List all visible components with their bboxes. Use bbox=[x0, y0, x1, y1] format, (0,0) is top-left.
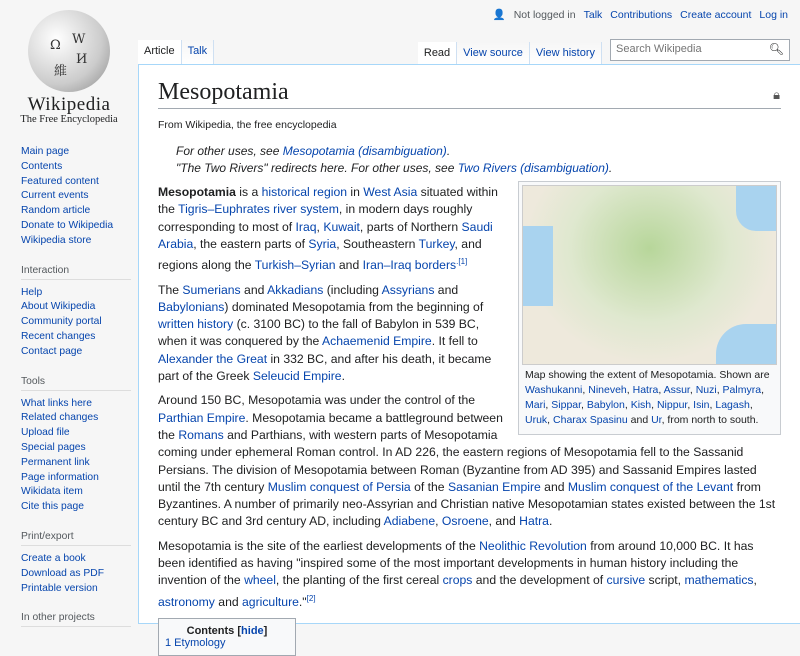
text: and bbox=[240, 282, 268, 297]
puzzle-globe-icon: Ω W И 維 bbox=[28, 10, 110, 92]
wordmark: Wikipedia bbox=[27, 94, 111, 115]
personal-tools bbox=[493, 8, 788, 21]
sidebar-item[interactable]: Featured content bbox=[21, 175, 99, 187]
wiki-link[interactable]: Isin bbox=[693, 399, 710, 411]
text: is a bbox=[235, 185, 262, 199]
text: Mesopotamia is the site of the earliest developments of the bbox=[158, 538, 480, 553]
reference-link[interactable]: [2] bbox=[306, 593, 316, 603]
wiki-link[interactable]: Nineveh bbox=[588, 384, 627, 396]
wiki-link[interactable]: Nippur bbox=[656, 399, 688, 411]
text: , parts of Northern bbox=[359, 219, 462, 234]
sidebar-item[interactable]: Random article bbox=[21, 205, 91, 217]
bold-term: Mesopotamia bbox=[158, 185, 236, 199]
wiki-link[interactable]: Muslim conquest of the Levant bbox=[567, 479, 734, 494]
wiki-link[interactable]: West Asia bbox=[363, 185, 418, 199]
sidebar bbox=[21, 145, 131, 633]
text: , bbox=[435, 514, 442, 529]
wiki-link[interactable]: astronomy bbox=[158, 594, 215, 609]
text: , bbox=[626, 384, 633, 396]
hatnote bbox=[158, 160, 781, 177]
sidebar-item[interactable]: Wikidata item bbox=[21, 486, 83, 498]
article-content bbox=[138, 64, 800, 649]
hatnote bbox=[158, 143, 781, 160]
tab-view-source[interactable]: View source bbox=[457, 42, 530, 64]
wiki-link[interactable]: Hatra bbox=[632, 384, 659, 396]
namespace-tabs bbox=[138, 40, 214, 64]
wiki-link[interactable]: Muslim conquest of Persia bbox=[267, 479, 411, 494]
text: . Mesopotamia became a battleground between the bbox=[158, 410, 503, 442]
text: situated within the bbox=[158, 185, 498, 217]
text: , bbox=[658, 384, 664, 396]
create-account[interactable]: Create account bbox=[680, 8, 752, 21]
text: . bbox=[341, 369, 345, 384]
text: , bbox=[761, 384, 764, 396]
not-logged-in: Not logged in bbox=[513, 8, 576, 21]
wiki-link[interactable]: Charax Spasinu bbox=[553, 414, 628, 426]
wiki-link[interactable]: Iran–Iraq borders bbox=[362, 258, 457, 273]
text: , in modern days roughly corresponding to most of bbox=[158, 202, 473, 234]
sidebar-item[interactable]: Download as PDF bbox=[21, 567, 104, 579]
tools-heading: Tools bbox=[21, 376, 131, 391]
sidebar-item[interactable]: Upload file bbox=[21, 427, 70, 439]
page-title: Mesopotamia bbox=[158, 79, 781, 109]
text: . bbox=[446, 144, 451, 158]
log-in[interactable]: Log in bbox=[759, 8, 788, 21]
wiki-link[interactable]: Babylonians bbox=[158, 299, 225, 314]
wiki-link[interactable]: Assur bbox=[663, 384, 690, 396]
wiki-link[interactable]: Iraq bbox=[295, 219, 317, 234]
text: from around 10,000 BC. It has been identified as having "inspired some of the most important developments in human history including the invention of the bbox=[158, 538, 754, 588]
wiki-link[interactable]: Ur bbox=[651, 414, 662, 426]
wiki-link[interactable]: written history bbox=[158, 317, 234, 332]
text: , bbox=[687, 399, 694, 411]
sidebar-item[interactable]: Recent changes bbox=[21, 330, 96, 342]
text: The bbox=[158, 282, 183, 297]
toc-item[interactable]: 1 Etymology bbox=[165, 636, 226, 649]
map-caption bbox=[522, 365, 777, 431]
text: and Parthians, with western parts of Mesopotamia coming under ephemeral Roman control. In AD 226, the eastern regions of Mesopotamia fell to the Sassanid Persians. The division of Mesopotamia between Roman (Byzantine from AD 395) and Sassanid Empires lasted until the 7th century bbox=[158, 427, 757, 494]
wiki-link[interactable]: Kish bbox=[630, 399, 652, 411]
text: , bbox=[545, 399, 552, 411]
wiki-link[interactable]: Kuwait bbox=[323, 219, 360, 234]
sidebar-item[interactable]: Contact page bbox=[21, 345, 83, 357]
wiki-link[interactable]: wheel bbox=[244, 573, 276, 588]
text: and bbox=[214, 594, 243, 609]
wiki-link[interactable]: Mesopotamia (disambiguation) bbox=[282, 144, 447, 158]
search-input[interactable] bbox=[616, 43, 766, 55]
wiki-link[interactable]: agriculture bbox=[242, 594, 299, 609]
tab-article[interactable]: Article bbox=[138, 40, 182, 64]
text: . bbox=[608, 161, 613, 175]
text: and bbox=[540, 479, 568, 494]
text: , bbox=[624, 399, 631, 411]
text: . bbox=[548, 514, 553, 529]
wiki-link[interactable]: Sumerians bbox=[182, 282, 241, 297]
sidebar-item[interactable]: Current events bbox=[21, 190, 89, 202]
mesopotamia-map-image[interactable] bbox=[522, 185, 777, 365]
wiki-link[interactable]: mathematics bbox=[684, 573, 754, 588]
sidebar-item[interactable]: Wikipedia store bbox=[21, 234, 92, 246]
text: , bbox=[316, 219, 324, 234]
tab-talk[interactable]: Talk bbox=[182, 40, 215, 64]
wiki-link[interactable]: Assyrians bbox=[381, 282, 435, 297]
user-icon: 👤 bbox=[492, 9, 506, 21]
wiki-link[interactable]: Neolithic Revolution bbox=[479, 538, 587, 553]
print-heading: Print/export bbox=[21, 531, 131, 546]
map-thumbnail bbox=[518, 181, 781, 435]
sidebar-item[interactable]: Permanent link bbox=[21, 456, 90, 468]
text: ) dominated Mesopotamia from the beginning of bbox=[224, 299, 484, 314]
text: in bbox=[347, 185, 364, 199]
text: , bbox=[582, 384, 589, 396]
toc-hide[interactable]: hide bbox=[241, 624, 264, 637]
lock-icon[interactable]: 🔒︎ bbox=[773, 87, 780, 102]
sidebar-item[interactable]: Main page bbox=[21, 146, 70, 157]
wiki-link[interactable]: Saudi Arabia bbox=[158, 219, 493, 251]
wiki-link[interactable]: Two Rivers (disambiguation) bbox=[457, 161, 609, 175]
wiki-link[interactable]: Akkadians bbox=[267, 282, 324, 297]
wiki-link[interactable]: Nuzi bbox=[695, 384, 717, 396]
wiki-link[interactable]: Achaemenid Empire bbox=[321, 334, 432, 349]
sidebar-item[interactable]: Community portal bbox=[21, 316, 102, 328]
wiki-link[interactable]: Seleucid Empire bbox=[252, 369, 342, 384]
text: , bbox=[651, 399, 657, 411]
wiki-link[interactable]: Turkey bbox=[418, 236, 455, 251]
text: , the eastern parts of bbox=[193, 236, 309, 251]
text: , and regions along the bbox=[158, 236, 482, 273]
text: . It fell to bbox=[431, 334, 478, 349]
wiki-link[interactable]: Hatra bbox=[519, 514, 549, 529]
text: "The Two Rivers" redirects here. For other uses, see bbox=[176, 161, 458, 175]
text: of the bbox=[410, 479, 448, 494]
table-of-contents: Contents [hide] 1 Etymology bbox=[158, 618, 296, 656]
sidebar-item[interactable]: Create a book bbox=[21, 552, 86, 564]
wiki-link[interactable]: Sippar bbox=[551, 399, 582, 411]
wiki-link[interactable]: Romans bbox=[178, 427, 224, 442]
sidebar-item[interactable]: Special pages bbox=[21, 441, 86, 453]
toc-title: Contents bbox=[186, 624, 235, 637]
text: , bbox=[749, 399, 753, 411]
sidebar-item[interactable]: Contents bbox=[21, 160, 63, 172]
text: , Southeastern bbox=[336, 236, 419, 251]
wiki-link[interactable]: Osroene bbox=[441, 514, 489, 529]
text: and bbox=[627, 414, 652, 426]
sidebar-item[interactable]: Page information bbox=[21, 471, 99, 483]
text: Map showing the extent of Mesopotamia. Shown are bbox=[525, 369, 770, 381]
text: Around 150 BC, Mesopotamia was under the control of the bbox=[158, 393, 476, 408]
sidebar-item[interactable]: Donate to Wikipedia bbox=[21, 219, 114, 231]
wiki-link[interactable]: Lagash bbox=[715, 399, 750, 411]
tagline: The Free Encyclopedia bbox=[20, 114, 118, 125]
text: in 332 BC, and after his death, it became part of the Greek bbox=[158, 351, 492, 384]
interaction-heading: Interaction bbox=[21, 265, 131, 280]
view-tabs bbox=[418, 38, 790, 64]
reference-link[interactable]: .[1] bbox=[456, 257, 468, 267]
wiki-link[interactable]: Palmyra bbox=[722, 384, 762, 396]
sidebar-item[interactable]: Cite this page bbox=[21, 501, 84, 513]
tab-read[interactable]: Read bbox=[418, 42, 457, 64]
wiki-link[interactable]: Turkish–Syrian bbox=[254, 258, 336, 273]
sidebar-item[interactable]: Help bbox=[21, 286, 43, 298]
wiki-link[interactable]: Syria bbox=[308, 236, 337, 251]
text: , and bbox=[488, 514, 520, 529]
wiki-link[interactable]: Alexander the Great bbox=[158, 351, 268, 366]
text: , bbox=[709, 399, 716, 411]
text: (including bbox=[323, 282, 382, 297]
personal-contributions[interactable]: Contributions bbox=[610, 8, 673, 21]
text: , bbox=[581, 399, 587, 411]
wikipedia-logo[interactable] bbox=[14, 10, 124, 125]
other-projects-heading: In other projects bbox=[21, 612, 131, 627]
text: , from north to south. bbox=[661, 414, 759, 426]
wiki-link[interactable]: historical region bbox=[261, 185, 347, 199]
text: and bbox=[434, 282, 459, 297]
wiki-link[interactable]: Uruk bbox=[525, 414, 548, 426]
text: , the planting of the first cereal bbox=[275, 573, 443, 588]
wiki-link[interactable]: Parthian Empire bbox=[158, 410, 246, 425]
sidebar-item[interactable]: Related changes bbox=[21, 412, 99, 424]
text: , bbox=[753, 573, 757, 588]
search-icon[interactable]: 🔍︎ bbox=[768, 42, 784, 56]
text: , bbox=[716, 384, 723, 396]
wiki-link[interactable]: Babylon bbox=[586, 399, 625, 411]
text: from Byzantines. A number of primarily neo-Assyrian and Christian native Mesopotamian states existed between the 1st century BC and 3rd century AD, including bbox=[158, 479, 776, 529]
tab-view-history[interactable]: View history bbox=[530, 42, 602, 64]
sidebar-item[interactable]: About Wikipedia bbox=[21, 301, 96, 313]
text: For other uses, see bbox=[176, 144, 283, 158]
text: (c. 3100 BC) to the fall of Babylon in 539 BC, when it was conquered by the bbox=[158, 317, 480, 349]
text: , bbox=[547, 414, 554, 426]
wiki-link[interactable]: Tigris–Euphrates river system bbox=[178, 202, 339, 217]
sidebar-item[interactable]: What links here bbox=[21, 397, 92, 409]
wiki-link[interactable]: Washukanni bbox=[525, 384, 583, 396]
sidebar-item[interactable]: Printable version bbox=[21, 582, 98, 594]
text: , bbox=[689, 384, 696, 396]
wiki-link[interactable]: cursive bbox=[606, 573, 646, 588]
wiki-link[interactable]: crops bbox=[442, 573, 473, 588]
personal-talk[interactable]: Talk bbox=[583, 8, 603, 21]
text: script, bbox=[645, 573, 685, 588]
text: and bbox=[335, 258, 363, 273]
text: ." bbox=[298, 594, 307, 609]
site-sub: From Wikipedia, the free encyclopedia bbox=[158, 119, 337, 131]
text: and the development of bbox=[472, 573, 607, 588]
wiki-link[interactable]: Adiabene bbox=[383, 514, 436, 529]
search-box[interactable] bbox=[610, 39, 790, 61]
wiki-link[interactable]: Mari bbox=[525, 399, 546, 411]
wiki-link[interactable]: Sasanian Empire bbox=[447, 479, 541, 494]
